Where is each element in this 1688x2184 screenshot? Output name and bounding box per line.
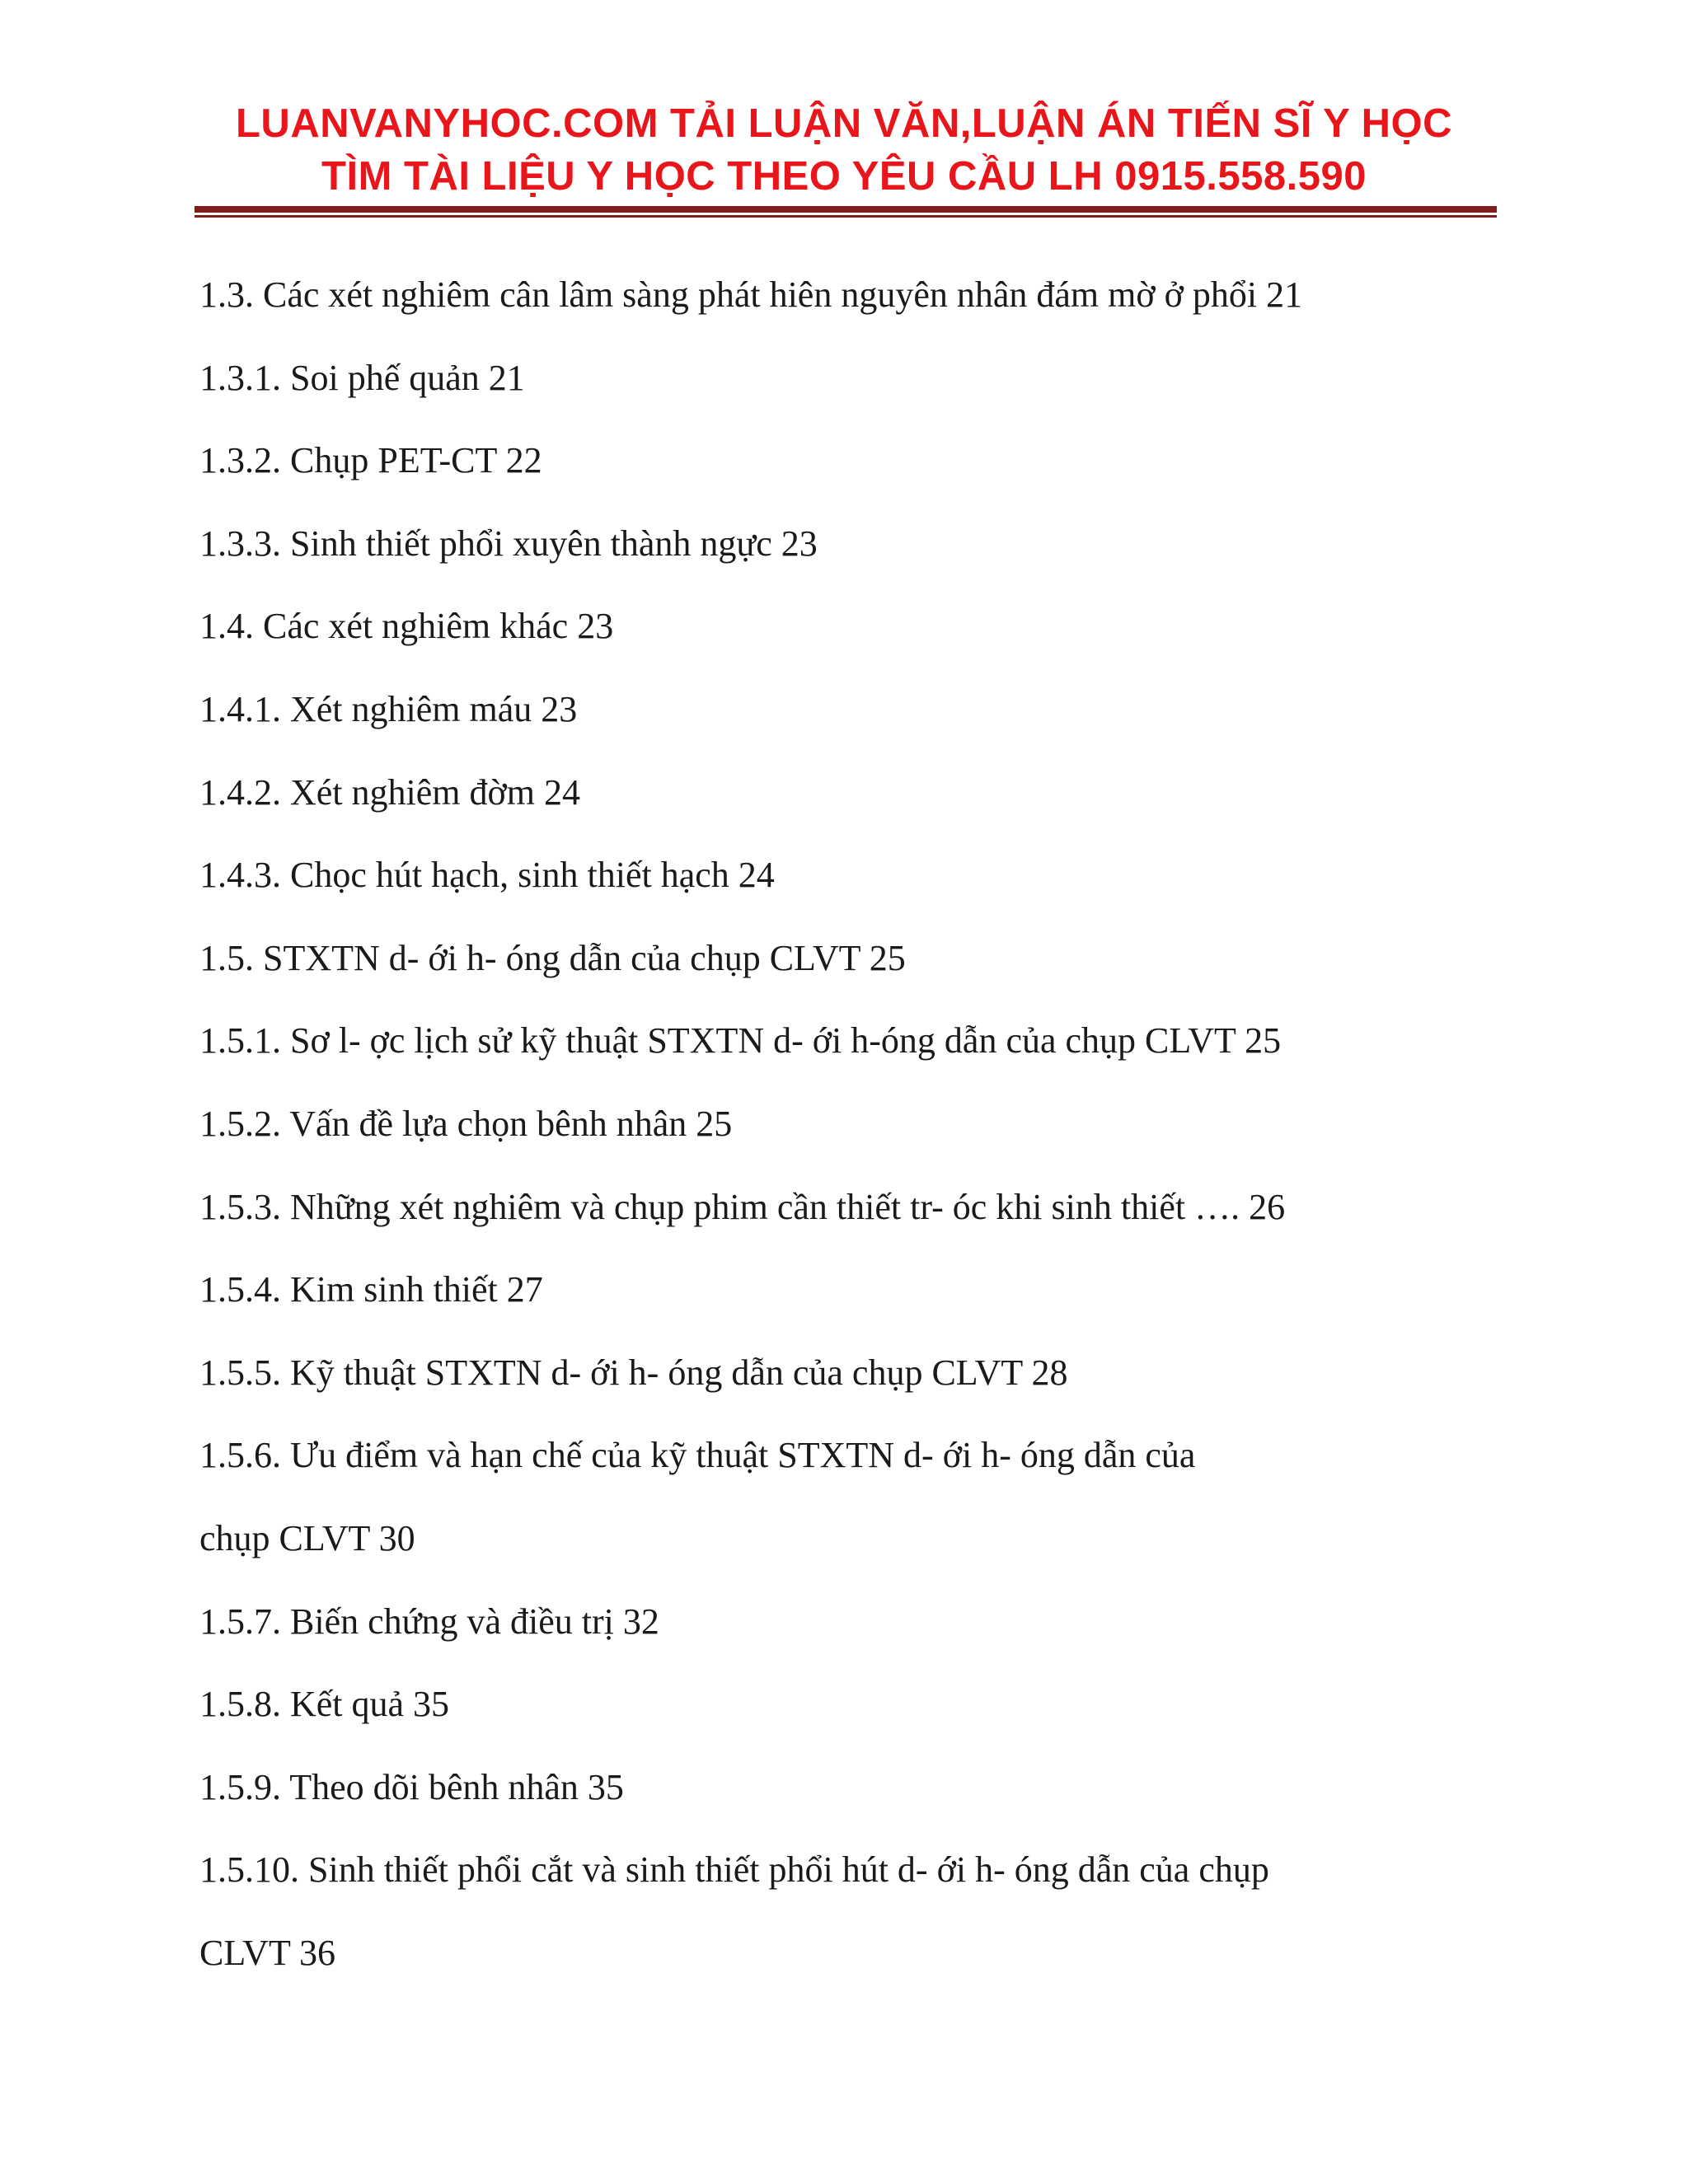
toc-entry: 1.5.9. Theo dõi bênh nhân 35 (199, 1766, 624, 1807)
page-header (0, 97, 1688, 203)
toc-entry: 1.5.3. Những xét nghiêm và chụp phim cần thiết tr- óc khi sinh thiết …. 26 (199, 1186, 1286, 1227)
toc-entry-continuation: chụp CLVT 30 (199, 1517, 415, 1558)
toc-entry: 1.4.3. Chọc hút hạch, sinh thiết hạch 24 (199, 855, 775, 896)
toc-entry: 1.5.8. Kết quả 35 (199, 1684, 450, 1725)
toc-entry: 1.4.1. Xét nghiêm máu 23 (199, 688, 578, 729)
toc-entry-continuation: CLVT 36 (199, 1932, 336, 1973)
toc-entry: 1.5.5. Kỹ thuật STXTN d- ới h- óng dẫn của chụp CLVT 28 (199, 1352, 1068, 1393)
toc-entry: 1.3.3. Sinh thiết phổi xuyên thành ngực 23 (199, 523, 818, 564)
toc-entry: 1.3.1. Soi phế quản 21 (199, 357, 525, 398)
table-of-contents (199, 254, 1518, 1994)
header-divider-thick (195, 206, 1497, 213)
toc-entry: 1.5.7. Biến chứng và điều trị 32 (199, 1601, 659, 1642)
header-divider-thin (195, 215, 1497, 218)
toc-entry: 1.5.10. Sinh thiết phổi cắt và sinh thiết phổi hút d- ới h- óng dẫn của chụp (199, 1849, 1269, 1891)
toc-entry: 1.4.2. Xét nghiêm đờm 24 (199, 771, 580, 813)
toc-entry: 1.3. Các xét nghiêm cân lâm sàng phát hiên nguyên nhân đám mờ ở phổi 21 (199, 274, 1303, 315)
toc-entry: 1.5.6. Ưu điểm và hạn chế của kỹ thuật STXTN d- ới h- óng dẫn của (199, 1435, 1196, 1476)
header-title-line-2: TÌM TÀI LIỆU Y HỌC THEO YÊU CẦU LH 0915.558.590 (321, 154, 1367, 199)
toc-entry: 1.5.2. Vấn đề lựa chọn bênh nhân 25 (199, 1103, 733, 1144)
toc-entry: 1.5.1. Sơ l- ợc lịch sử kỹ thuật STXTN d- ới h-óng dẫn của chụp CLVT 25 (199, 1020, 1282, 1062)
toc-entry: 1.4. Các xét nghiêm khác 23 (199, 606, 614, 647)
toc-entry: 1.5.4. Kim sinh thiết 27 (199, 1269, 543, 1310)
header-title-line-1: LUANVANYHOC.COM TẢI LUẬN VĂN,LUẬN ÁN TIẾN SĨ Y HỌC (236, 101, 1452, 146)
toc-entry: 1.5. STXTN d- ới h- óng dẫn của chụp CLVT 25 (199, 937, 906, 978)
toc-entry: 1.3.2. Chụp PET-CT 22 (199, 440, 542, 481)
